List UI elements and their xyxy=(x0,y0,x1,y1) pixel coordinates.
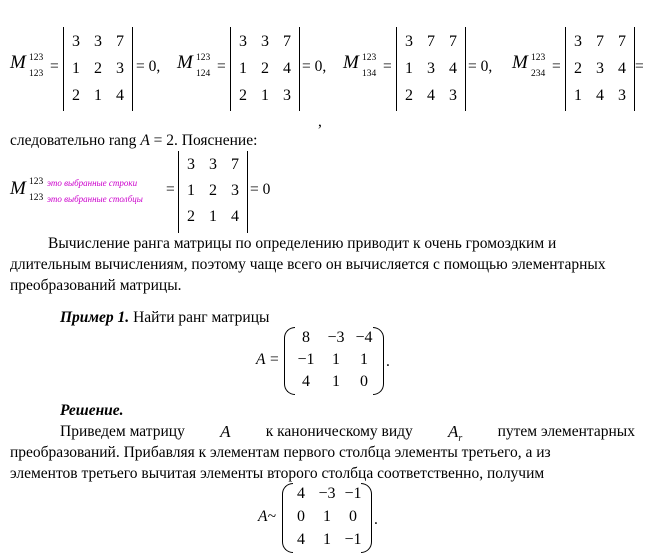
cell: 2 xyxy=(209,182,217,199)
cell: 1 xyxy=(332,373,340,390)
rank-line-var: A xyxy=(140,132,150,149)
minor-2-sup: 123 xyxy=(196,53,211,63)
cell: 2 xyxy=(94,60,102,77)
cell: 4 xyxy=(116,87,124,104)
cell: 3 xyxy=(261,33,269,50)
cell: 2 xyxy=(574,60,582,77)
para-line-1: Вычисление ранга матрицы по определению приводит к очень громоздким и xyxy=(48,235,557,252)
cell: 3 xyxy=(72,33,80,50)
rank-line-after: = 2. Пояснение: xyxy=(149,132,258,149)
example-text: Найти ранг матрицы xyxy=(129,309,270,326)
explain-sub: 123 xyxy=(29,193,44,203)
cell: 0 xyxy=(349,508,357,525)
cell: 2 xyxy=(239,87,247,104)
cell: 4 xyxy=(283,60,291,77)
cell: 1 xyxy=(261,87,269,104)
explain-determinant xyxy=(178,151,248,233)
minor-1-sub: 123 xyxy=(29,69,44,79)
solution-l1-c: путем элементарных xyxy=(497,423,635,440)
minor-3-determinant xyxy=(396,27,466,111)
cell: 1 xyxy=(239,60,247,77)
cell: 1 xyxy=(323,531,331,548)
minor-3-eq: = xyxy=(383,58,392,75)
cell: −1 xyxy=(297,351,315,368)
minor-1-determinant xyxy=(63,27,133,111)
minor-3-result: = 0, xyxy=(468,58,493,75)
cell: −1 xyxy=(344,531,362,548)
solution-l1-var2-sub: r xyxy=(458,433,463,444)
cell: 3 xyxy=(283,87,291,104)
example-eq: = xyxy=(270,351,279,368)
cell: 8 xyxy=(302,329,310,346)
cell: −3 xyxy=(318,485,336,502)
minor-4-determinant xyxy=(565,27,635,111)
minor-4-result: = xyxy=(635,58,644,75)
solution-line-2: преобразований. Прибавляя к элементам первого столбца элементы третьего, а из xyxy=(10,444,551,461)
minor-1-letter: M xyxy=(10,52,26,73)
cell: 7 xyxy=(427,33,435,50)
minor-1-result: = 0, xyxy=(136,58,161,75)
cell: 7 xyxy=(449,33,457,50)
minor-4-sup: 123 xyxy=(531,53,546,63)
cell: 2 xyxy=(72,87,80,104)
example-label: Пример 1. xyxy=(60,309,130,326)
cell: 7 xyxy=(283,33,291,50)
cell: 1 xyxy=(574,87,582,104)
cell: 4 xyxy=(297,531,305,548)
cell: 3 xyxy=(187,156,195,173)
cell: 3 xyxy=(94,33,102,50)
cell: 3 xyxy=(231,182,239,199)
minor-2-sub: 124 xyxy=(196,69,211,79)
solution-line-3: элементов третьего вычитая элементы второго столбца соответственно, получим xyxy=(10,465,545,482)
cell: 3 xyxy=(239,33,247,50)
rank-line xyxy=(10,131,257,151)
cell: 1 xyxy=(405,60,413,77)
cell: 4 xyxy=(231,208,239,225)
cell: 1 xyxy=(94,87,102,104)
solution-l1-a: Приведем матрицу xyxy=(60,423,185,440)
rank-line-before: следовательно rang xyxy=(10,132,141,149)
cell: 3 xyxy=(405,33,413,50)
cell: 3 xyxy=(209,156,217,173)
cell: 3 xyxy=(449,87,457,104)
cell: 1 xyxy=(323,508,331,525)
cell: 1 xyxy=(72,60,80,77)
cell: 3 xyxy=(427,60,435,77)
cell: 4 xyxy=(596,87,604,104)
minor-2-letter: M xyxy=(177,52,193,73)
example-var: A xyxy=(256,351,266,368)
cell: 3 xyxy=(116,60,124,77)
cell: 2 xyxy=(261,60,269,77)
result-dot: . xyxy=(374,511,378,528)
cell: 7 xyxy=(116,33,124,50)
explain-sub-note: это выбранные столбцы xyxy=(47,194,143,204)
explain-result: = 0 xyxy=(250,181,271,198)
minor-3-sub: 134 xyxy=(362,69,377,79)
cell: 0 xyxy=(297,508,305,525)
minor-2-result: = 0, xyxy=(302,58,327,75)
result-matrix-body xyxy=(282,483,372,553)
minor-2-determinant xyxy=(230,27,300,111)
explain-sup-note: это выбранные строки xyxy=(47,178,138,188)
cell: 4 xyxy=(427,87,435,104)
minor-4-eq: = xyxy=(552,58,561,75)
cell: 1 xyxy=(360,351,368,368)
example-dot: . xyxy=(386,353,390,370)
trailing-comma: , xyxy=(318,113,322,130)
cell: 3 xyxy=(574,33,582,50)
solution-l1-var2: A xyxy=(448,422,459,441)
cell: 1 xyxy=(187,182,195,199)
para-line-2: длительным вычислениям, поэтому чаще всего он вычисляется с помощью элементарных xyxy=(10,256,606,273)
minor-1-eq: = xyxy=(50,58,59,75)
cell: 2 xyxy=(187,208,195,225)
minor-1-sup: 123 xyxy=(29,53,44,63)
solution-line-1 xyxy=(60,422,635,445)
cell: 4 xyxy=(449,60,457,77)
minor-3-letter: M xyxy=(343,52,359,73)
minor-2-eq: = xyxy=(217,58,226,75)
cell: 3 xyxy=(618,87,626,104)
cell: 4 xyxy=(618,60,626,77)
result-prefix: A~ xyxy=(258,508,276,525)
cell: 3 xyxy=(596,60,604,77)
cell: 7 xyxy=(596,33,604,50)
cell: 1 xyxy=(209,208,217,225)
cell: 7 xyxy=(231,156,239,173)
example-matrix-body xyxy=(284,327,384,395)
minor-4-letter: M xyxy=(512,52,528,73)
solution-l1-b: к каноническому виду xyxy=(265,423,413,440)
para-line-3: преобразований матрицы. xyxy=(10,277,182,294)
example-heading xyxy=(60,308,269,328)
minor-4-sub: 234 xyxy=(531,69,546,79)
explain-letter: M xyxy=(10,178,26,199)
explain-sup: 123 xyxy=(29,177,44,187)
solution-label: Решение. xyxy=(60,402,124,419)
minor-3-sup: 123 xyxy=(362,53,377,63)
cell: −4 xyxy=(355,329,373,346)
explain-eq: = xyxy=(166,181,175,198)
cell: −3 xyxy=(327,329,345,346)
cell: 1 xyxy=(332,351,340,368)
cell: 4 xyxy=(302,373,310,390)
cell: 2 xyxy=(405,87,413,104)
solution-l1-var: A xyxy=(220,422,231,441)
cell: 4 xyxy=(297,485,305,502)
cell: 7 xyxy=(618,33,626,50)
cell: 0 xyxy=(360,373,368,390)
cell: −1 xyxy=(344,485,362,502)
